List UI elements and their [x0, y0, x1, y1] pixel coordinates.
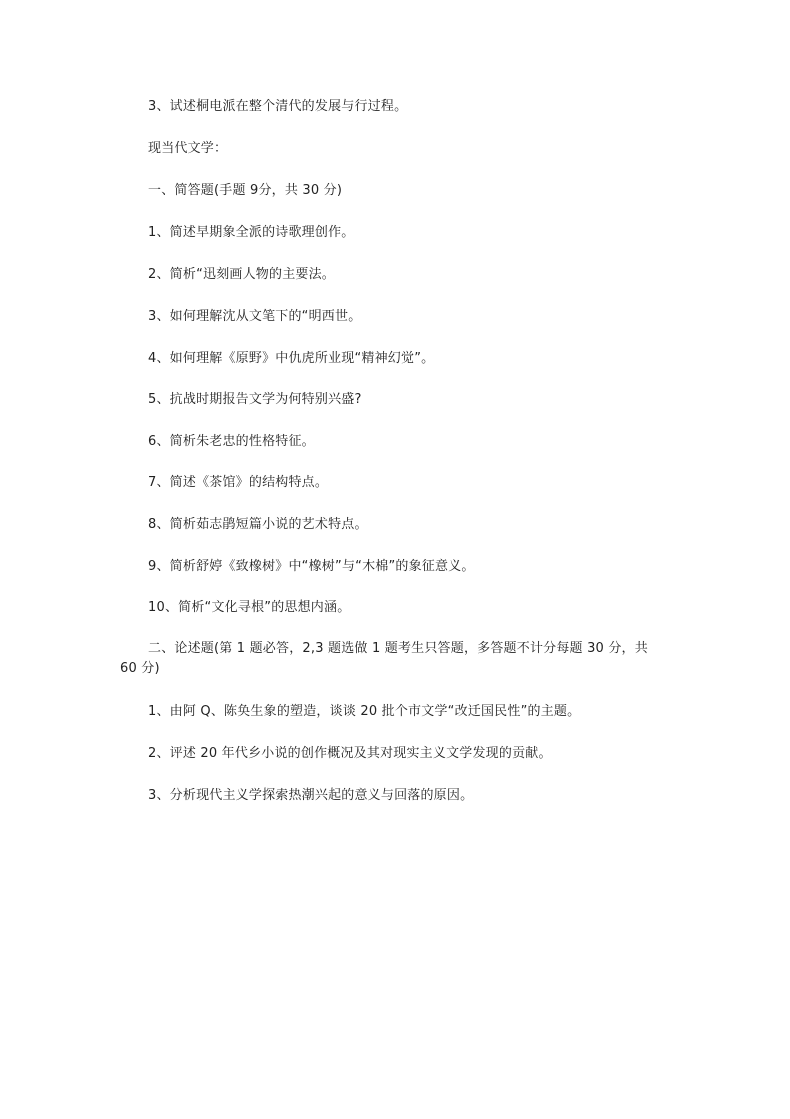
text-line-question-7: 7、简述《茶馆》的结构特点。	[148, 475, 329, 490]
text-line-question-1: 1、简述早期象全派的诗歌理创作。	[148, 225, 355, 240]
section2-heading	[120, 639, 665, 679]
text-line-question-10: 10、简析“文化寻根”的思想内涵。	[148, 600, 351, 615]
text-line-qing-question-3: 3、试述桐电派在整个清代的发展与行过程。	[148, 99, 408, 114]
text-line-section1-heading: 一、简答题(手题 9分，共 30 分)	[148, 183, 343, 198]
text-line-question-6: 6、简析朱老忠的性格特征。	[148, 434, 315, 449]
text-line-question-8: 8、简析茹志鹃短篇小说的艺术特点。	[148, 517, 368, 532]
text-line-essay-3: 3、分析现代主义学探索热潮兴起的意义与回落的原因。	[148, 788, 474, 803]
text-line-question-4: 4、如何理解《原野》中仇虎所业现“精神幻觉”。	[148, 351, 435, 366]
text-line-question-9: 9、简析舒婷《致橡树》中“橡树”与“木棉”的象征意义。	[148, 559, 475, 574]
text-line-question-3: 3、如何理解沈从文笔下的“明西世。	[148, 309, 362, 324]
section2-heading-text: 二、论述题(第 1 题必答，2,3 题选做 1 题考生只答题，多答题不计分每题 30 分，共 60 分)	[120, 641, 648, 676]
text-line-essay-1: 1、由阿 Q、陈奂生象的塑造，谈谈 20 批个市文学“改迁国民性”的主题。	[148, 704, 581, 719]
text-line-question-2: 2、简析“迅刻画人物的主要法。	[148, 267, 336, 282]
text-line-essay-2: 2、评述 20 年代乡小说的创作概况及其对现实主义文学发现的贡献。	[148, 746, 552, 761]
text-line-modern-literature-heading: 现当代文学：	[148, 141, 228, 156]
text-line-question-5: 5、抗战时期报告文学为何特别兴盛?	[148, 392, 362, 407]
